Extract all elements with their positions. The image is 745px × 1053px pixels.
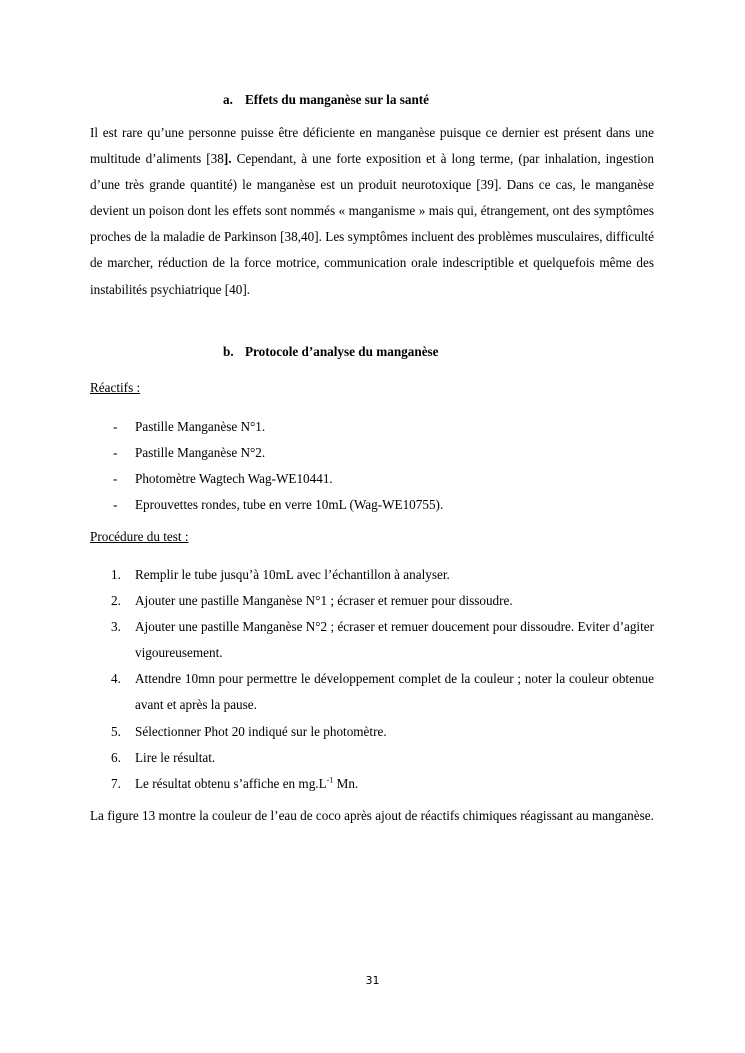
paragraph-bold-bracket: ]. — [223, 151, 232, 167]
list-item — [90, 492, 654, 518]
list-item — [90, 719, 654, 745]
list-item — [90, 771, 654, 797]
step-text: Ajouter une pastille Manganèse N°1 ; écraser et remuer pour dissoudre. — [135, 593, 513, 609]
bullet-dash: - — [113, 471, 118, 487]
section-b-title: Protocole d’analyse du manganèse — [245, 344, 439, 359]
list-item-text: Eprouvettes rondes, tube en verre 10mL (Wag-WE10755). — [135, 497, 444, 513]
list-item — [90, 440, 654, 466]
list-item — [90, 588, 654, 614]
step-number: 6. — [111, 749, 121, 765]
list-item — [90, 745, 654, 771]
reagents-list — [90, 414, 654, 518]
step-number: 4. — [111, 671, 121, 687]
step-number: 5. — [111, 723, 121, 739]
section-a-paragraph — [90, 120, 654, 303]
paragraph-text-2: Cependant, à une forte exposition et à long terme, (par inhalation, ingestion d’une très grande quantité) le manganèse est un produit neurotoxique [39]. Dans ce cas, le manganèse devient un poison dont les effets sont nommés « manganisme » mais qui, étrangement, ont des symptômes proches de la maladie de Parkinson [38,40]. Les symptômes incluent des problèmes musculaires, difficulté de marcher, réduction de la force motrice, communication orale indescriptible et quelquefois même des instabilités psychiatrique [40]. — [90, 151, 654, 297]
paragraph-text-1: Il est rare qu’une personne puisse être déficiente en manganèse puisque ce dernier est présent dans une multitude d’aliments [38 — [90, 125, 654, 167]
section-a-number: a. — [223, 92, 233, 107]
list-item-text: Pastille Manganèse N°1. — [135, 419, 266, 434]
section-a-heading — [223, 92, 429, 108]
section-b-heading — [223, 344, 439, 360]
list-item-text: Photomètre Wagtech Wag-WE10441. — [135, 471, 333, 487]
step-text-end: Mn. — [333, 775, 359, 791]
list-item — [90, 466, 654, 492]
list-item — [90, 562, 654, 588]
bullet-dash: - — [113, 497, 118, 513]
page-number: 31 — [365, 974, 380, 987]
section-b-number: b. — [223, 344, 234, 359]
step-text: Le résultat obtenu s’affiche en mg.L — [135, 775, 327, 791]
reagents-label: Réactifs : — [90, 380, 141, 395]
step-number: 1. — [111, 567, 121, 582]
step-text: Ajouter une pastille Manganèse N°2 ; écraser et remuer doucement pour dissoudre. Eviter d’agiter vigoureusement. — [135, 619, 654, 661]
step-number: 7. — [111, 775, 121, 791]
list-item — [90, 666, 654, 718]
step-text: Attendre 10mn pour permettre le développement complet de la couleur ; noter la couleur obtenue avant et après la pause. — [135, 671, 654, 713]
bullet-dash: - — [113, 419, 118, 434]
closing-paragraph: La figure 13 montre la couleur de l’eau de coco après ajout de réactifs chimiques réagissant au manganèse. — [90, 808, 654, 823]
step-text: Lire le résultat. — [135, 749, 216, 765]
section-a-title: Effets du manganèse sur la santé — [245, 92, 430, 107]
step-number: 3. — [111, 619, 121, 635]
bullet-dash: - — [113, 445, 118, 461]
step-number: 2. — [111, 593, 121, 609]
list-item — [90, 614, 654, 666]
procedure-list — [90, 562, 654, 797]
list-item — [90, 414, 654, 440]
unit-superscript: -1 — [326, 775, 334, 785]
step-text: Remplir le tube jusqu’à 10mL avec l’échantillon à analyser. — [135, 567, 450, 582]
procedure-label: Procédure du test : — [90, 529, 189, 544]
step-text: Sélectionner Phot 20 indiqué sur le photomètre. — [135, 723, 387, 739]
list-item-text: Pastille Manganèse N°2. — [135, 445, 266, 461]
